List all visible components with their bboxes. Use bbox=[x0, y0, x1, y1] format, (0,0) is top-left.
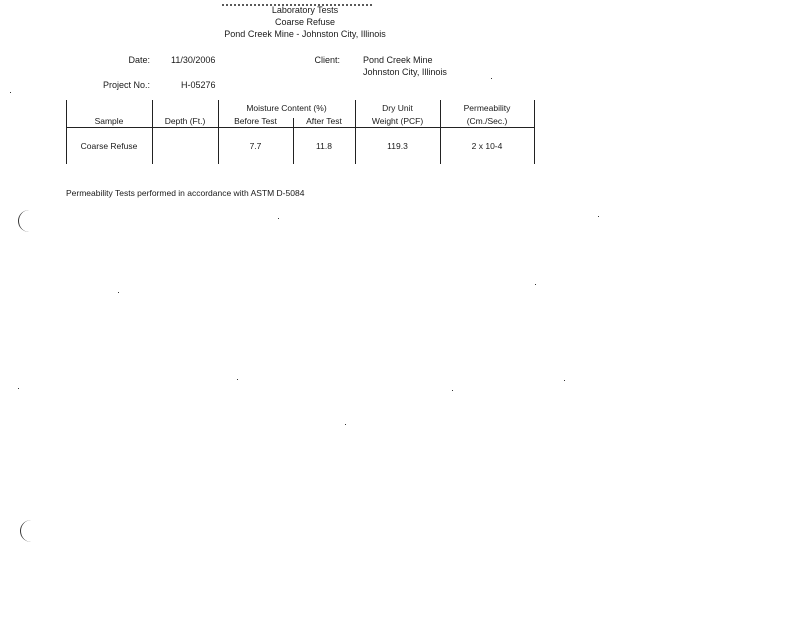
header-subtitle: Coarse Refuse bbox=[274, 17, 336, 27]
th-sample: Sample bbox=[94, 116, 124, 126]
cell-sample: Coarse Refuse bbox=[80, 141, 138, 151]
scan-speck bbox=[452, 390, 453, 391]
cell-after-test: 11.8 bbox=[316, 141, 332, 151]
scan-speck bbox=[564, 380, 565, 381]
punch-hole-mark bbox=[20, 520, 37, 542]
th-permeability: Permeability bbox=[463, 103, 511, 113]
project-value: H-05276 bbox=[181, 80, 216, 90]
scan-speck bbox=[491, 78, 492, 79]
client-name: Pond Creek Mine bbox=[363, 55, 433, 65]
th-before-test: Before Test bbox=[234, 116, 277, 126]
lab-test-table bbox=[66, 100, 536, 166]
cell-dry-unit-weight: 119.3 bbox=[387, 141, 408, 151]
scan-speck bbox=[10, 92, 11, 93]
header-location: Pond Creek Mine - Johnston City, Illinois bbox=[224, 29, 386, 39]
punch-hole-mark bbox=[18, 210, 35, 232]
date-value: 11/30/2006 bbox=[171, 55, 216, 65]
th-dry-unit: Dry Unit bbox=[382, 103, 413, 113]
scan-speck bbox=[118, 292, 119, 293]
scan-speck bbox=[237, 379, 238, 380]
client-label: Client: bbox=[314, 55, 340, 65]
scan-speck bbox=[18, 388, 19, 389]
header-title: Laboratory Tests bbox=[271, 5, 339, 15]
astm-note: Permeability Tests performed in accordance with ASTM D-5084 bbox=[66, 188, 305, 198]
th-moisture-group: Moisture Content (%) bbox=[246, 103, 327, 113]
date-label: Date: bbox=[128, 55, 150, 65]
th-weight-pcf: Weight (PCF) bbox=[371, 116, 424, 126]
client-location: Johnston City, Illinois bbox=[363, 67, 447, 77]
th-depth: Depth (Ft.) bbox=[164, 116, 206, 126]
scan-speck bbox=[598, 216, 599, 217]
scan-speck bbox=[535, 284, 536, 285]
th-permeability-units: (Cm./Sec.) bbox=[466, 116, 508, 126]
scan-speck bbox=[278, 218, 279, 219]
project-label: Project No.: bbox=[102, 80, 150, 90]
header-underline bbox=[66, 127, 535, 128]
table-rule bbox=[534, 100, 535, 164]
scan-speck bbox=[345, 424, 346, 425]
table-rule bbox=[152, 100, 153, 164]
cell-permeability: 2 x 10-4 bbox=[471, 141, 503, 151]
table-rule bbox=[66, 100, 67, 164]
th-after-test: After Test bbox=[306, 116, 342, 126]
cell-before-test: 7.7 bbox=[249, 141, 262, 151]
